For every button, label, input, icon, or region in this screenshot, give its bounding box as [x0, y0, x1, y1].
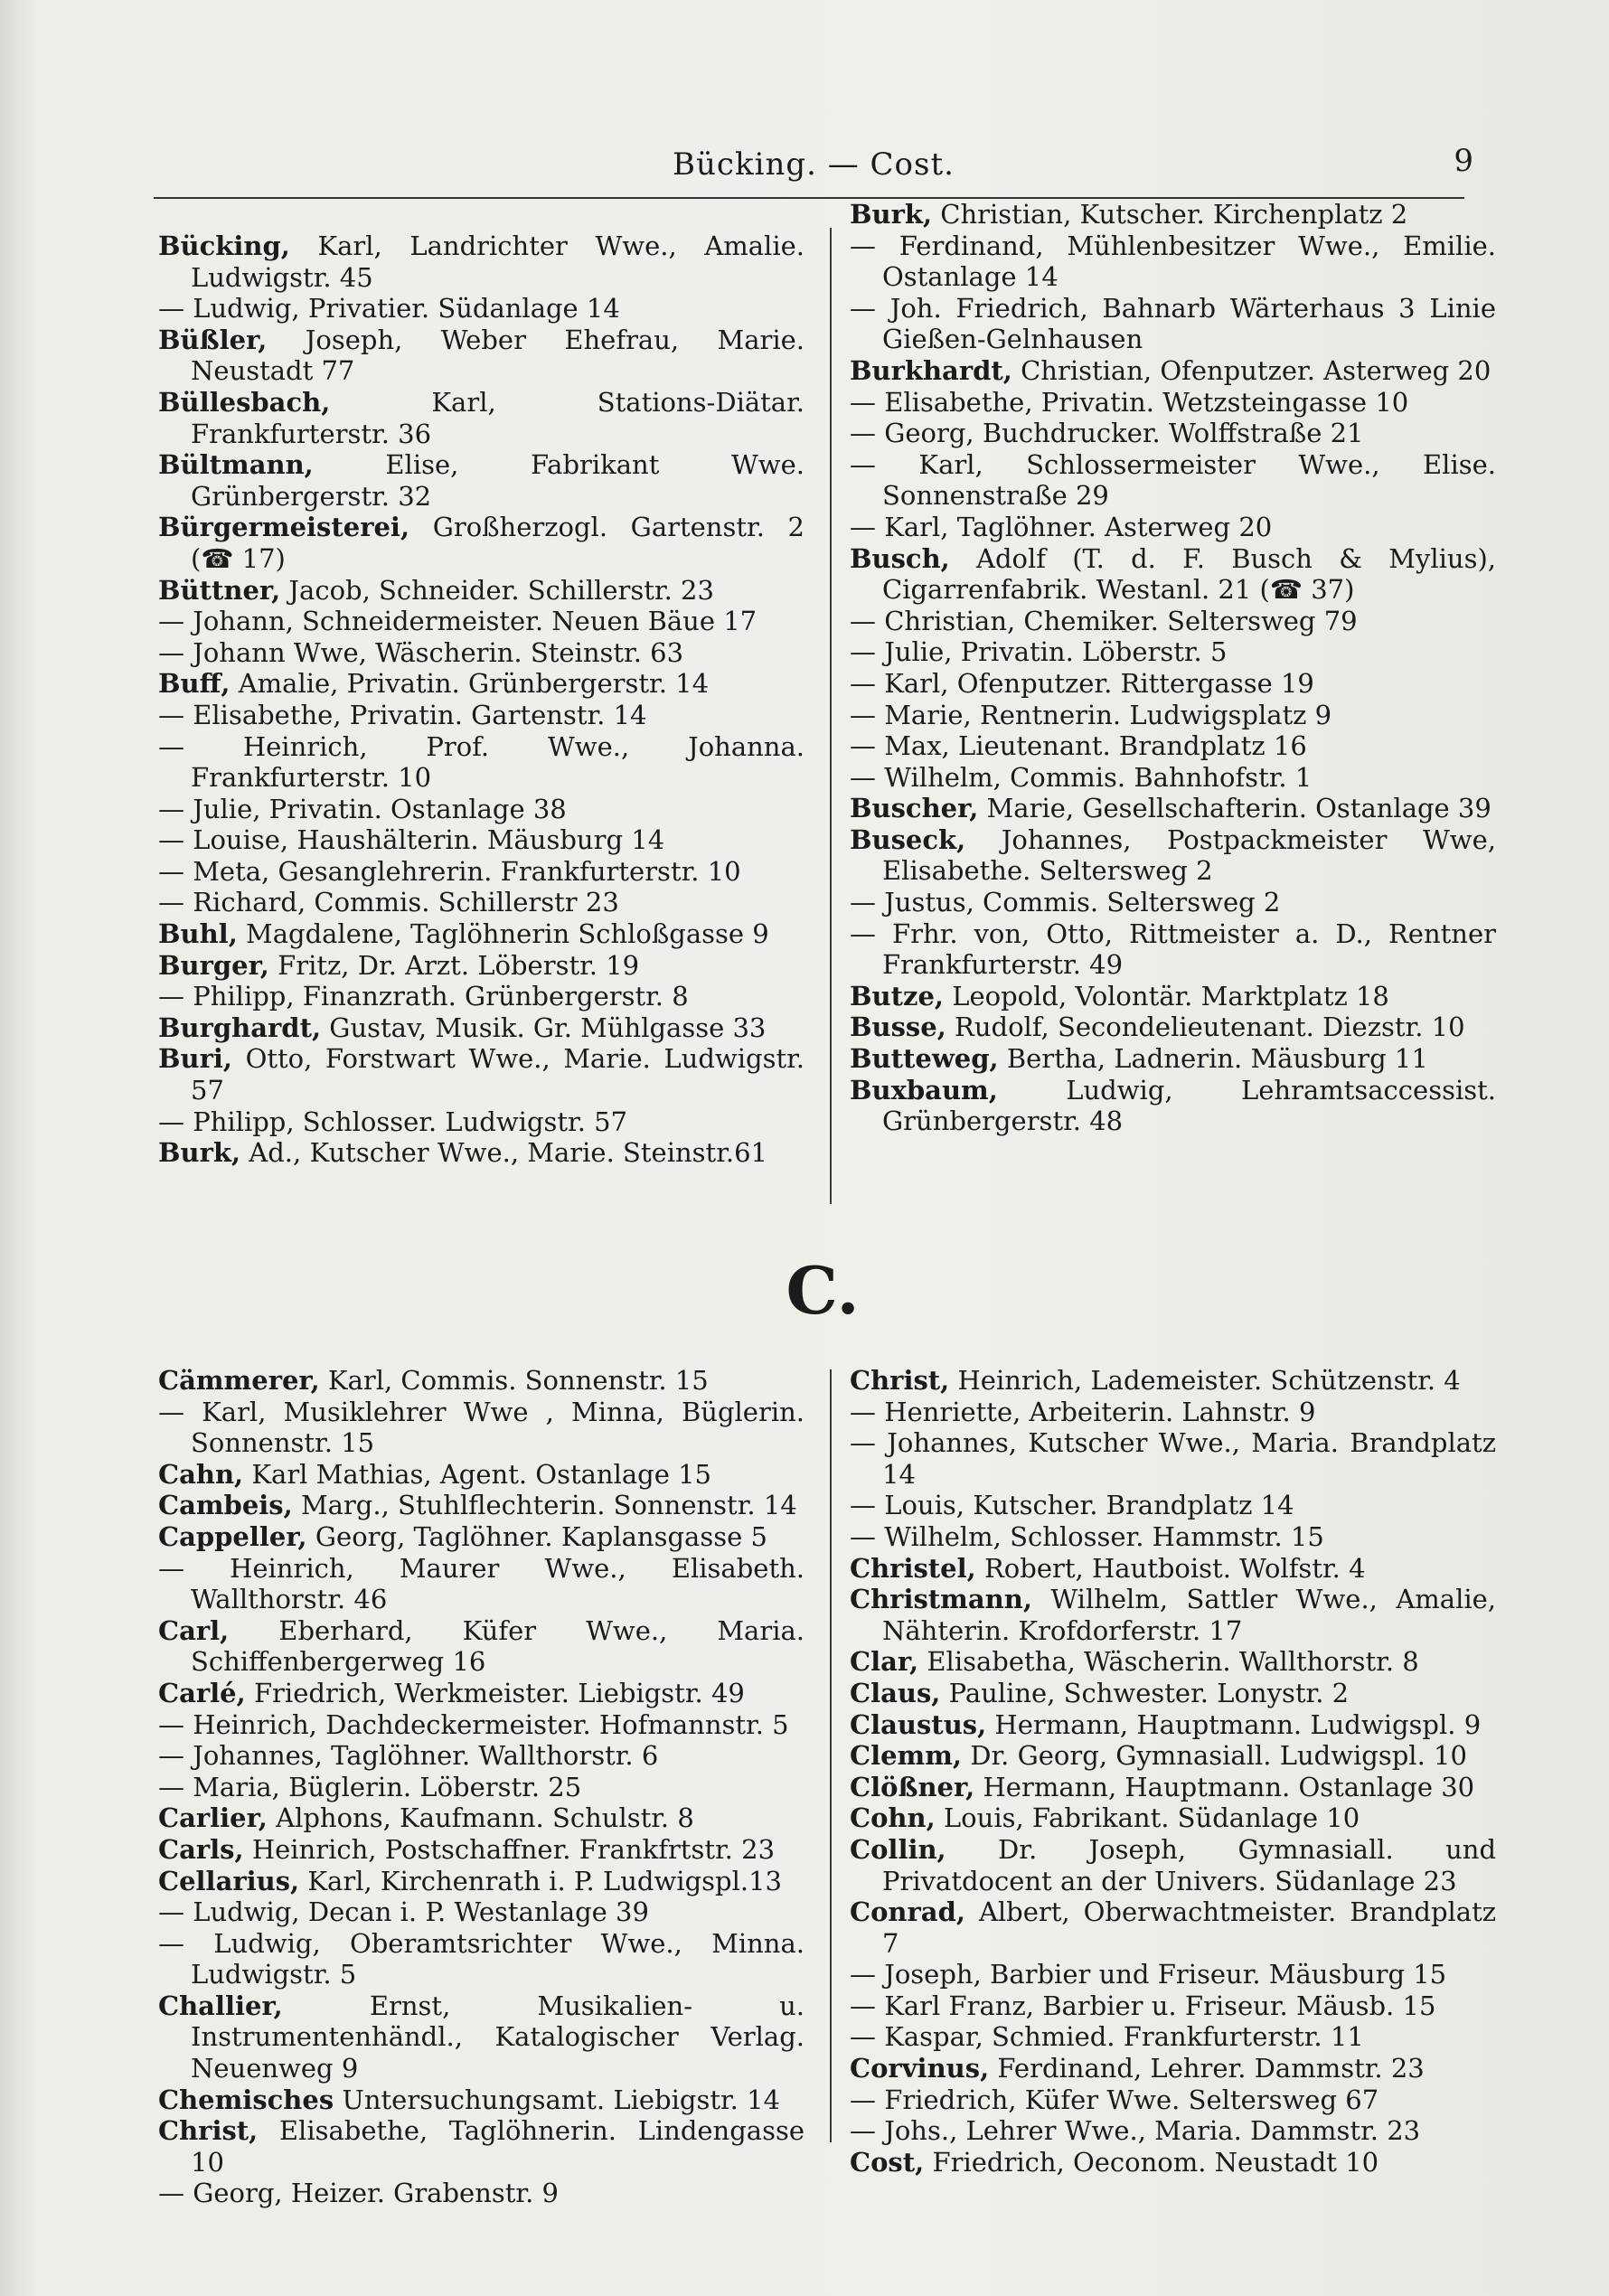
directory-entry [158, 887, 804, 918]
entry-details: Marie, Gesellschafterin. Ostanlage 39 [986, 793, 1491, 824]
entry-details: — Johann, Schneidermeister. Neuen Bäue 17 [158, 606, 757, 637]
directory-entry [158, 293, 804, 325]
directory-entry [158, 512, 804, 574]
entry-surname: Corvinus, [850, 2053, 990, 2084]
entry-surname: Butze, [850, 980, 945, 1012]
entry-details: — Karl Franz, Barbier u. Friseur. Mäusb. 15 [850, 1990, 1436, 2021]
directory-entry [850, 636, 1496, 668]
directory-entry [850, 543, 1496, 606]
entry-details: — Christian, Chemiker. Seltersweg 79 [850, 605, 1358, 636]
directory-entry [850, 1772, 1496, 1803]
entry-details: Heinrich, Lademeister. Schützenstr. 4 [957, 1365, 1461, 1396]
entry-surname: Cahn, [158, 1458, 244, 1490]
entry-details: — Karl, Musiklehrer Wwe , Minna, Büglerin. Sonnenstr. 15 [158, 1396, 804, 1459]
entry-details: Magdalene, Taglöhnerin Schloßgasse 9 [246, 918, 769, 950]
directory-entry [158, 637, 804, 669]
entry-details: Ad., Kutscher Wwe., Marie. Steinstr.61 [249, 1137, 767, 1169]
entry-surname: Cappeller, [158, 1520, 307, 1552]
directory-entry [158, 1896, 804, 1928]
entry-details: Hermann, Hauptmann. Ostanlage 30 [983, 1771, 1475, 1802]
directory-entry [158, 606, 804, 637]
directory-entry [158, 2115, 804, 2178]
page-number: 9 [1454, 143, 1473, 179]
directory-entry [158, 1990, 804, 2084]
directory-entry [850, 887, 1496, 918]
directory-entry [850, 1678, 1496, 1709]
entry-details: Karl, Stations-Diätar. Frankfurterstr. 36 [191, 386, 804, 449]
directory-entry [158, 1740, 804, 1772]
directory-entry [158, 575, 804, 607]
entry-details: Fritz, Dr. Arzt. Löberstr. 19 [278, 949, 640, 981]
directory-entry [158, 2178, 804, 2209]
directory-entry [850, 387, 1496, 419]
directory-entry [850, 199, 1496, 231]
directory-entry [158, 856, 804, 888]
entry-details: Christian, Kutscher. Kirchenplatz 2 [940, 199, 1408, 230]
entry-details: — Ferdinand, Mühlenbesitzer Wwe., Emilie. Ostanlage 14 [850, 230, 1496, 293]
directory-entry [850, 1427, 1496, 1490]
entry-surname: Cambeis, [158, 1490, 293, 1521]
entry-surname: Christ, [850, 1365, 950, 1396]
entry-details: — Louise, Haushälterin. Mäusburg 14 [158, 824, 665, 856]
entry-details: Karl Mathias, Agent. Ostanlage 15 [251, 1458, 711, 1490]
entry-surname: Carlier, [158, 1802, 268, 1834]
directory-entry [850, 1043, 1496, 1075]
directory-entry [850, 793, 1496, 824]
entry-details: — Wilhelm, Schlosser. Hammstr. 15 [850, 1520, 1324, 1552]
entry-surname: Clößner, [850, 1771, 975, 1802]
directory-entry [850, 355, 1496, 387]
directory-entry [850, 918, 1496, 981]
directory-entry [850, 1012, 1496, 1043]
entry-details: Alphons, Kaufmann. Schulstr. 8 [276, 1802, 694, 1834]
directory-entry [158, 1365, 804, 1397]
directory-entry [850, 1075, 1496, 1137]
entry-surname: Buseck, [850, 823, 966, 855]
directory-entry [850, 1397, 1496, 1428]
directory-entry [158, 1043, 804, 1106]
directory-entry [850, 2147, 1496, 2178]
entry-surname: Butteweg, [850, 1043, 999, 1075]
directory-entry [850, 762, 1496, 794]
entry-details: Johannes, Postpackmeister Wwe, Elisabethe. Seltersweg 2 [882, 823, 1496, 887]
entry-surname: Cost, [850, 2146, 925, 2178]
entry-surname: Buff, [158, 668, 231, 700]
entry-details: Joseph, Weber Ehefrau, Marie. Neustadt 77 [191, 324, 804, 387]
directory-entry [850, 293, 1496, 355]
entry-details: — Joseph, Barbier und Friseur. Mäusburg 15 [850, 1959, 1447, 1990]
entry-details: Karl, Kirchenrath i. P. Ludwigspl.13 [307, 1865, 782, 1896]
entry-details: — Louis, Kutscher. Brandplatz 14 [850, 1490, 1294, 1521]
directory-entry [158, 1834, 804, 1866]
entry-details: Marg., Stuhlflechterin. Sonnenstr. 14 [300, 1490, 797, 1521]
entry-surname: Christ, [158, 2115, 259, 2147]
entry-details: — Friedrich, Küfer Wwe. Seltersweg 67 [850, 2084, 1379, 2115]
directory-entry [158, 731, 804, 794]
entry-details: Elisabetha, Wäscherin. Wallthorstr. 8 [927, 1646, 1419, 1678]
directory-entry [158, 1106, 804, 1138]
running-title: Bücking. — Cost. [673, 146, 955, 183]
directory-entry [158, 1615, 804, 1678]
directory-entry [850, 700, 1496, 731]
entry-surname: Claus, [850, 1677, 941, 1708]
directory-entry [158, 1678, 804, 1709]
entry-details: — Maria, Büglerin. Löberstr. 25 [158, 1771, 582, 1802]
directory-entry [158, 1866, 804, 1897]
directory-entry [850, 1646, 1496, 1678]
entry-surname: Burger, [158, 949, 269, 981]
directory-entry [850, 512, 1496, 543]
directory-entry [850, 606, 1496, 637]
entry-details: Karl, Landrichter Wwe., Amalie. Ludwigstr. 45 [191, 231, 804, 293]
entry-surname: Challier, [158, 1990, 283, 2021]
entry-surname: Büttner, [158, 574, 281, 606]
entry-surname: Busch, [850, 542, 950, 574]
entry-details: Eberhard, Küfer Wwe., Maria. Schiffenbergerweg 16 [191, 1614, 804, 1678]
entry-details: — Philipp, Schlosser. Ludwigstr. 57 [158, 1106, 628, 1137]
entry-surname: Conrad, [850, 1896, 965, 1928]
directory-entry [158, 1928, 804, 1990]
directory-entry [850, 1802, 1496, 1834]
directory-entry [158, 325, 804, 387]
entry-details: — Julie, Privatin. Löberstr. 5 [850, 636, 1228, 668]
directory-entry [850, 1740, 1496, 1772]
entry-details: Friedrich, Oeconom. Neustadt 10 [932, 2146, 1379, 2178]
entry-surname: Cämmerer, [158, 1365, 320, 1396]
directory-entry [850, 824, 1496, 887]
entry-details: — Heinrich, Dachdeckermeister. Hofmannstr. 5 [158, 1708, 789, 1740]
directory-entry [850, 2115, 1496, 2147]
entry-surname: Carls, [158, 1833, 244, 1865]
directory-entry [850, 1584, 1496, 1646]
entry-details: Elise, Fabrikant Wwe. Grünbergerstr. 32 [191, 449, 804, 512]
entry-surname: Buxbaum, [850, 1074, 998, 1106]
entry-details: — Henriette, Arbeiterin. Lahnstr. 9 [850, 1396, 1316, 1427]
entry-details: — Philipp, Finanzrath. Grünbergerstr. 8 [158, 981, 689, 1012]
page-header [154, 136, 1473, 190]
column-right-top [850, 199, 1496, 1137]
entry-details: — Johannes, Kutscher Wwe., Maria. Brandplatz 14 [850, 1427, 1496, 1490]
entry-details: — Richard, Commis. Schillerstr 23 [158, 887, 619, 918]
directory-entry [850, 1990, 1496, 2022]
entry-details: — Johannes, Taglöhner. Wallthorstr. 6 [158, 1740, 659, 1772]
entry-details: Großherzogl. Gartenstr. 2 (☎ 17) [191, 512, 804, 574]
directory-entry [850, 231, 1496, 293]
entry-surname: Bültmann, [158, 449, 314, 481]
entry-details: Christian, Ofenputzer. Asterweg 20 [1021, 354, 1491, 386]
entry-details: — Georg, Heizer. Grabenstr. 9 [158, 2178, 559, 2209]
entry-surname: Christel, [850, 1552, 976, 1584]
directory-entry [158, 2084, 804, 2116]
directory-entry [158, 1397, 804, 1459]
section-letter: C. [786, 1252, 860, 1329]
directory-entry [850, 1521, 1496, 1553]
directory-entry [158, 981, 804, 1012]
entry-details: Robert, Hautboist. Wolfstr. 4 [983, 1552, 1366, 1584]
column-divider-top [830, 228, 832, 1204]
directory-entry [158, 1553, 804, 1615]
directory-entry [158, 918, 804, 950]
entry-details: Wilhelm, Sattler Wwe., Amalie, Nähterin. Krofdorferstr. 17 [882, 1584, 1496, 1646]
entry-surname: Burkhardt, [850, 354, 1012, 386]
entry-surname: Buri, [158, 1043, 232, 1075]
column-divider-bottom [830, 1369, 832, 2142]
entry-details: — Elisabethe, Privatin. Wetzsteingasse 10 [850, 386, 1409, 418]
entry-details: Gustav, Musik. Gr. Mühlgasse 33 [329, 1012, 767, 1043]
entry-details: — Johann Wwe, Wäscherin. Steinstr. 63 [158, 636, 684, 668]
entry-details: Adolf (T. d. F. Busch & Mylius), Cigarrenfabrik. Westanl. 21 (☎ 37) [882, 542, 1497, 606]
directory-entry [158, 1802, 804, 1834]
entry-details: Albert, Oberwachtmeister. Brandplatz 7 [882, 1896, 1497, 1959]
entry-details: Ludwig, Lehramtsaccessist. Grünbergerstr. 48 [882, 1074, 1496, 1137]
entry-surname: Clar, [850, 1646, 919, 1678]
entry-details: — Karl, Taglöhner. Asterweg 20 [850, 511, 1273, 542]
directory-entry [158, 794, 804, 825]
directory-entry [158, 387, 804, 449]
entry-surname: Büllesbach, [158, 386, 331, 418]
entry-details: Karl, Commis. Sonnenstr. 15 [327, 1365, 709, 1396]
entry-surname: Burk, [850, 199, 933, 230]
directory-entry [850, 2053, 1496, 2084]
entry-surname: Buscher, [850, 793, 979, 824]
entry-details: — Elisabethe, Privatin. Gartenstr. 14 [158, 699, 647, 730]
directory-entry [850, 668, 1496, 700]
entry-details: Otto, Forstwart Wwe., Marie. Ludwigstr. 57 [191, 1043, 804, 1106]
entry-details: — Ludwig, Privatier. Südanlage 14 [158, 293, 620, 325]
directory-entry [850, 1959, 1496, 1990]
directory-entry [158, 700, 804, 731]
entry-details: Friedrich, Werkmeister. Liebigstr. 49 [253, 1677, 745, 1708]
entry-surname: Bürgermeisterei, [158, 512, 410, 543]
directory-entry [158, 1137, 804, 1169]
entry-details: — Karl, Ofenputzer. Rittergasse 19 [850, 667, 1314, 699]
entry-details: Pauline, Schwester. Lonystr. 2 [948, 1677, 1350, 1708]
directory-entry [850, 1553, 1496, 1585]
directory-entry [158, 1521, 804, 1553]
directory-entry [158, 1709, 804, 1741]
entry-surname: Carl, [158, 1614, 230, 1646]
directory-entry [158, 950, 804, 982]
directory-entry [850, 730, 1496, 762]
entry-details: Ferdinand, Lehrer. Dammstr. 23 [997, 2053, 1425, 2084]
column-left-top [158, 231, 804, 1169]
entry-details: Bertha, Ladnerin. Mäusburg 11 [1006, 1043, 1428, 1075]
directory-entry [158, 824, 804, 856]
entry-details: — Max, Lieutenant. Brandplatz 16 [850, 730, 1307, 762]
entry-surname: Chemisches [158, 2084, 334, 2115]
entry-surname: Clemm, [850, 1740, 963, 1772]
entry-details: — Frhr. von, Otto, Rittmeister a. D., Rentner Frankfurterstr. 49 [850, 917, 1496, 981]
directory-entry [850, 981, 1496, 1012]
entry-details: — Julie, Privatin. Ostanlage 38 [158, 793, 567, 824]
directory-entry [850, 2084, 1496, 2116]
entry-surname: Busse, [850, 1012, 946, 1043]
entry-details: Amalie, Privatin. Grünbergerstr. 14 [238, 668, 710, 700]
entry-details: Dr. Joseph, Gymnasiall. und Privatdocent an der Univers. Südanlage 23 [882, 1833, 1497, 1896]
entry-details: Dr. Georg, Gymnasiall. Ludwigspl. 10 [970, 1740, 1467, 1772]
directory-entry [850, 1365, 1496, 1397]
entry-surname: Burghardt, [158, 1012, 322, 1043]
entry-details: — Georg, Buchdrucker. Wolffstraße 21 [850, 418, 1364, 449]
entry-surname: Collin, [850, 1833, 946, 1865]
entry-details: Jacob, Schneider. Schillerstr. 23 [288, 574, 714, 606]
entry-details: — Wilhelm, Commis. Bahnhofstr. 1 [850, 761, 1313, 793]
column-right-bottom [850, 1365, 1496, 2178]
entry-details: Georg, Taglöhner. Kaplansgasse 5 [315, 1520, 767, 1552]
column-left-bottom [158, 1365, 804, 2209]
entry-details: — Heinrich, Maurer Wwe., Elisabeth. Wallthorstr. 46 [158, 1552, 804, 1615]
directory-entry [850, 1896, 1496, 1959]
entry-details: — Ludwig, Oberamtsrichter Wwe., Minna. Ludwigstr. 5 [158, 1927, 804, 1990]
entry-details: — Ludwig, Decan i. P. Westanlage 39 [158, 1896, 649, 1928]
entry-details: Hermann, Hauptmann. Ludwigspl. 9 [994, 1708, 1482, 1740]
directory-entry [850, 1834, 1496, 1896]
entry-details: — Joh. Friedrich, Bahnarb Wärterhaus 3 Linie Gießen-Gelnhausen [850, 292, 1496, 355]
directory-entry [158, 1012, 804, 1044]
entry-details: — Heinrich, Prof. Wwe., Johanna. Frankfurterstr. 10 [158, 730, 804, 794]
directory-entry [158, 231, 804, 293]
entry-surname: Cellarius, [158, 1865, 300, 1896]
directory-entry [158, 1490, 804, 1521]
entry-details: — Johs., Lehrer Wwe., Maria. Dammstr. 23 [850, 2115, 1421, 2147]
entry-details: Elisabethe, Taglöhnerin. Lindengasse 10 [191, 2115, 805, 2178]
entry-details: — Justus, Commis. Seltersweg 2 [850, 887, 1281, 918]
entry-details: Ernst, Musikalien- u. Instrumentenhändl., Katalogischer Verlag. Neuenweg 9 [191, 1990, 804, 2084]
entry-surname: Christmann, [850, 1584, 1032, 1615]
entry-surname: Burk, [158, 1137, 241, 1169]
directory-entry [158, 449, 804, 512]
entry-details: — Marie, Rentnerin. Ludwigsplatz 9 [850, 699, 1332, 730]
entry-surname: Carlé, [158, 1677, 246, 1708]
directory-entry [850, 2021, 1496, 2053]
directory-entry [158, 1459, 804, 1491]
directory-entry [158, 1772, 804, 1803]
entry-details: Louis, Fabrikant. Südanlage 10 [943, 1802, 1360, 1834]
entry-details: Leopold, Volontär. Marktplatz 18 [952, 980, 1389, 1012]
entry-details: Rudolf, Secondelieutenant. Diezstr. 10 [955, 1012, 1465, 1043]
directory-entry [850, 1490, 1496, 1521]
entry-surname: Cohn, [850, 1802, 936, 1834]
entry-details: — Meta, Gesanglehrerin. Frankfurterstr. 10 [158, 855, 741, 887]
directory-entry [850, 1709, 1496, 1741]
entry-surname: Büßler, [158, 324, 268, 355]
entry-surname: Bücking, [158, 231, 290, 261]
directory-entry [158, 668, 804, 700]
entry-details: Heinrich, Postschaffner. Frankfrtstr. 23 [251, 1833, 776, 1865]
entry-surname: Claustus, [850, 1708, 987, 1740]
directory-entry [850, 449, 1496, 512]
directory-entry [850, 418, 1496, 449]
entry-details: — Kaspar, Schmied. Frankfurterstr. 11 [850, 2021, 1364, 2053]
entry-details: — Karl, Schlossermeister Wwe., Elise. Sonnenstraße 29 [850, 448, 1496, 512]
entry-surname: Buhl, [158, 918, 238, 950]
entry-details: Untersuchungsamt. Liebigstr. 14 [342, 2084, 780, 2115]
